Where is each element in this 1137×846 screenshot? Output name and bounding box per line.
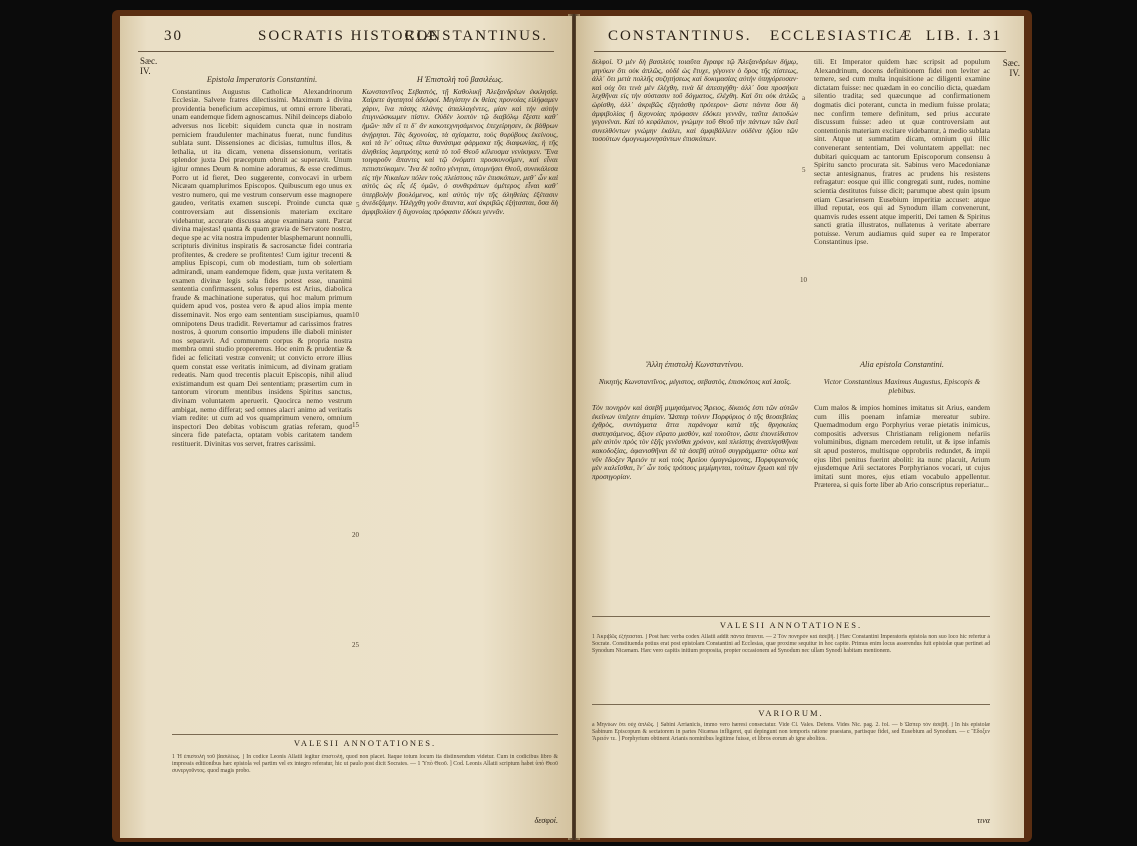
- left-running-author: CONSTANTINUS.: [404, 28, 548, 44]
- right-greek-column-top: [592, 58, 798, 358]
- left-notes-rule: [172, 734, 558, 735]
- right-letter-title-latin-wrap: [814, 361, 990, 373]
- left-catchword: δεσφοί.: [534, 816, 558, 825]
- right-margin-saec: [1003, 58, 1020, 78]
- left-notes-text: 1 Ἡ ἐπιστολὴ τοῦ βασιλέως. ] In codice Leonis Allatii legitur ἐπιστολὴ, quod non placet. Itaque totum locum ita distinxendum videtur. Cum in codicibus libro & impressis editionibus hæc epistola vel partim vel ex integro referatur, hic ut paulo post dicit Socrates. — 1 Ὑπὸ Θεοῦ. ] Cod. Leonis Allatii scriptum habet ὑπὸ Θεοῦ συνεργοῦντος. quod magis probo.: [172, 754, 558, 774]
- left-running-title: SOCRATIS HISTORIÆ: [258, 28, 439, 44]
- right-saec-number: IV.: [1009, 68, 1020, 78]
- right-catchword: τινα: [977, 816, 990, 825]
- right-latin-salutation: Victor Constantinus Maximus Augustus, Episcopis & plebibus.: [823, 377, 981, 395]
- right-latin-text-top: tili. Et Imperator quidem hæc scripsit ad populum Alexandrinum, docens definitionem fidei non leviter ac temere, sed cum multa inquisitione ac diligenti examine dictatam fuisse: nec quædam in eo concilio dicta, quædam silentio tradita; sed quæcunque ad confirmationem dogmatis dici poterant, cuncta in medium fuisse prolata; nec confirm temere definitum, sed prius accurate discussum fuisse: adeo ut quæ controversiam aut contentionis materiam excitare videbantur, à medio sublata sint. Atque ut summatim dicam, omnium qui illic convenerant sententiam, Dei voluntatem appellat: nec dubitari quicquam ac tantorum Episcoporum consensu à Spiritu sancto procurata sit. Sabinus vero Macedonianæ sectæ antesignanus, fratres ac prudens his resistens refragatur: eosque qui illic congregati sunt, rudes, nomine scientia destitutos fuisse dicit; parumque abest quin ipsum etiam Cæsariensem Eusebium imperitiæ accuset: atque illud reputat, eos qui ad Synodum illam convenerunt, quamvis rudes essent atque imperiti, Dei tamen & Spiritus sancti gratia illustratos, nullatenus à veritate aberrare potuisse. Verum audiamus quid super ea re Imperator Constantinus ipse.: [814, 58, 990, 247]
- left-page-number: 30: [164, 28, 183, 44]
- right-running-title: ECCLESIASTICÆ: [770, 28, 914, 44]
- left-line-number-15: 15: [352, 421, 359, 429]
- right-letter-title-greek: Ἄλλη ἐπιστολὴ Κωνσταντίνου.: [646, 360, 744, 369]
- left-latin-title: Epistola Imperatoris Constantini.: [206, 75, 318, 84]
- right-notes-text-1: 1 Ἀκριβῶς ἐξήτασται. ] Post hæc verba codex Allatii addit πάντα ἅπαντα. — 2 Τὸν πονηρὸν καὶ ἀσεβῆ. ] Hæc Constantini Imperatoris epistola non suo loco hic refertur à Socrate. Constituenda potius erat post epistolam Constantini ad Ecclesias, quæ proxime sequitur in hoc capite. Primus enim locus asserendus fuit epistolæ quæ pertinet ad Synodum Nicænam. Hæc vero capitis initium proposita, propter occasionem ad Synodum nec ullam Synodi habitam mentionem.: [592, 634, 990, 654]
- open-book: [112, 10, 1032, 842]
- right-running-book: LIB. I.: [926, 28, 981, 44]
- left-greek-text: Κωνσταντῖνος Σεβαστὸς, τῇ Καθολικῇ Ἀλεξανδρέων ἐκκλησίᾳ. Χαίρετε ἀγαπητοὶ ἀδελφοί. Μεγίστην ἐκ θείας προνοίας εἰλήφαμεν χάριν, ἵνα πάσης πλάνης ἀπαλλαγέντες, μίαν καὶ τὴν αὐτὴν ἐπιγινώσκωμεν πίστιν. Οὐδὲν λοιπὸν τῷ διαβόλῳ ἔξεστι καθ᾿ ἡμῶν· πᾶν εἴ τι δ᾿ ἂν κακοτεχνησάμενος ἐπεχείρησεν, ἐκ βάθρων ἀνῄρηται. Τὰς διχονοίας, τὰ σχίσματα, τοὺς θορύβους ἐκείνους, καὶ τὰ ἵν᾿ οὕτως εἴπω θανάσιμα φάρμακα τῆς διαφωνίας, ἡ τῆς ἀληθείας λαμπρότης κατὰ τὸ τοῦ Θεοῦ κέλευσμα νενίκηκεν. Ἕνα τοιγαροῦν ἅπαντες καὶ τῷ ὀνόματι προσκυνοῦμεν, καὶ εἶναι πεπιστεύκαμεν. Ἵνα δὲ τοῦτο γένηται, ὑπομνήσει Θεοῦ, συνεκάλεσα εἰς τὴν Νικαέων πόλιν τοὺς πλείστους τῶν ἐπισκόπων, μεθ᾿ ὧν καὶ αὐτὸς ὡς εἷς ἐξ ὑμῶν, ὁ συνθεράπων ὑμέτερος εἶναι καθ᾿ ὑπερβολὴν βουλόμενος, καὶ αὐτὸς τὴν τῆς ἀληθείας ἐξέτασιν ἀνεδεξάμην. Ἠλέγχθη γοῦν ἅπαντα, καὶ ἀκριβῶς ἐξήτασται, ὅσα δὴ ἀμφιβολίαν ἢ διχονοίας πρόφασιν ἐδόκει γεννᾶν.: [362, 87, 558, 216]
- right-notes-heading-1: VALESII ANNOTATIONES.: [719, 620, 863, 630]
- left-line-number-25: 25: [352, 641, 359, 649]
- left-saec-label: Sæc.: [140, 56, 158, 66]
- left-notes-heading: VALESII ANNOTATIONES.: [293, 738, 437, 748]
- right-notes-rule-1: [592, 616, 990, 617]
- left-greek-column: [362, 76, 558, 726]
- right-line-number-10: 10: [800, 276, 807, 284]
- left-latin-column: [172, 76, 352, 726]
- right-notes-rule-2: [592, 704, 990, 705]
- right-letter-title-latin: Alia epistola Constantini.: [860, 360, 944, 369]
- left-head-rule: [138, 51, 554, 52]
- left-margin-saec: [140, 56, 157, 76]
- left-line-number-20: 20: [352, 531, 359, 539]
- right-line-number-a: a: [802, 94, 806, 102]
- right-running-head: [594, 28, 1006, 52]
- left-running-head: [138, 28, 554, 52]
- right-greek-text-bottom: Τὸν πονηρὸν καὶ ἀσεβῆ μιμησάμενος Ἄρειος, δίκαιός ἐστι τῶν αὐτῶν ἐκείνων ὑπέχειν ἀτιμίαν. Ὥσπερ τοίνυν Πορφύριος ὁ τῆς θεοσεβείας ἐχθρὸς, συντάγματα ἄττα παράνομα κατὰ τῆς θρησκείας συστησάμενος, ἄξιον εὕρατο μισθὸν, καὶ τοιοῦτον, ὥστε ἐπονείδιστον μὲν αὐτὸν πρὸς τὸν ἑξῆς γενέσθαι χρόνον, καὶ πλείστης ἀναπλησθῆναι κακοδοξίας, ἀφανισθῆναι δὲ τὰ ἀσεβῆ αὐτοῦ συγγράμματα· οὕτω καὶ νῦν ἔδοξεν Ἄρειόν τε καὶ τοὺς Ἀρείου ὁμογνώμονας, Πορφυριανοὺς μὲν καλεῖσθαι, ἵν᾿ ὧν τοὺς τρόπους μεμίμηνται, τούτων ἔχωσι καὶ τὴν προσηγορίαν.: [592, 404, 798, 481]
- right-greek-salutation: Νικητὴς Κωνσταντῖνος, μέγιστος, σεβαστὸς, ἐπισκόποις καὶ λαοῖς.: [598, 377, 792, 386]
- right-latin-text-bottom: Cum malos & impios homines imitatus sit Arius, eandem cum illis poenam infamiæ mereatur subire. Quemadmodum ergo Porphyrius verae pietatis inimicus, compositis adversus Christianam religionem nefariis voluminibus, dignam mercedem retulit, ut & ipse infamis sit apud posteros, multisque opprobriis redundet, & impii ejus libri penitus fuerint aboliti: ita nunc placuit, Arium ejusdemque Arii sectatores Porphyrianos vocari, ut cujus imitati sunt mores, ejus etiam vocabulo appellentur. Præterea, si quis forte liber ab Ario conscriptus reperiatur...: [814, 404, 990, 490]
- left-greek-title: Η Ἐπιστολὴ τοῦ βασιλέως.: [416, 75, 504, 84]
- right-head-rule: [594, 51, 1006, 52]
- left-page: [120, 16, 572, 838]
- right-running-author: CONSTANTINUS.: [608, 28, 752, 44]
- right-saec-label: Sæc.: [1002, 58, 1020, 68]
- right-greek-column-bottom: [592, 404, 798, 606]
- right-line-number-5: 5: [802, 166, 806, 174]
- right-letter-title-greek-wrap: [592, 361, 798, 373]
- right-latin-column-top: [814, 58, 990, 358]
- right-latin-column-bottom: [814, 404, 990, 606]
- left-saec-number: IV.: [140, 66, 151, 76]
- right-page: [576, 16, 1024, 838]
- right-notes-heading-2: VARIORUM.: [758, 708, 824, 718]
- right-notes-text-2: a Μηνύων ὅτι οὐχ ἁπλῶς. ] Sabini Arrianicis, immo vero hæresi consectatur. Vide Cl. Vales. Defens. Vides Nic. pag. 2. fol. — b Ὡσπερ τὸν ἀσεβῆ. ] In his epistolæ Sabinum Episcopum & sectatorem in partes Nicænas infligeret, qui depingunt non temporis ratione praestans, partisque fidei, sed Eusebium ad Synodum. — c Ἔδοξεν Ἄρειόν τε. ] Porphyrium obtinent Arianis nominibus legitime fuisse, et libros eorum ab igne abolitos.: [592, 722, 990, 742]
- left-latin-text: Constantinus Augustus Catholicæ Alexandrinorum Ecclesiæ. Salvete fratres dilectissimi. Maximum à divina providentia beneficium accepimus, ut omni errore liberati, unam eandemque fidem agnoscamus. Nihil deinceps diabolo adversus nos licebit: siquidem cuncta quæ in nostram perniciem fraudulenter machinatus fuerat, nunc funditus sublata sunt. Dissensiones ac dicisias, tumultus illos, & lethalia, ut ita dicam, venena dissensionum, veritatis splendor juxta Dei præceptum obruit ac superavit. Unum igitur omnes Deum & nomine adoramus, & esse credimus. Porro ut id fieret, Deo suggerente, convocavi in urbem Nicæam quamplurimos Episcopos. Quibuscum ego unus ex vestro numero, qui me vestrum conservum esse magnopere gaudeo, veritatis examen suscepi. Proinde cuncta quæ controversiam aut dissensionis materiam excitare videbantur, accurate discussa atque examinata sunt. Parcat divina majestas! quanta & quam gravia de Servatore nostro, deque spe ac vita nostra impudenter blasphemarunt nonnulli, scripturis divinitus inspiratis & sacrosanctæ fidei contraria profitentes, & credere se profitentes! Cum igitur trecenti & amplius Episcopi, cum ob modestiam, tum ob solertiam admirandi, unam eandemque fidem, quæ juxta veritatem & examen divinæ legis sola fides potest esse, unanimi sententia confirmassent, solus repertus est Arius, diabolica fraude & machinatione superatus, qui hoc malum primum quidem apud vos, postea vero & apud alios impia mente disseminavit. Nos ergo eam sententiam suscipiamus, quam omnipotens Deus tradidit. Revertamur ad carissimos fratres nostros, à quorum consortio impudens ille diaboli minister nos separavit. Ad communem corpus & propria nostra membra omni studio properemus. Hoc enim & prudentiæ & fidei ac felicitati vestræ convenit; ut convicto errore illius quem constat esse veritatis inimicum, ad divinam gratiam redeatis. Nam quod trecentis placuit Episcopis, nihil aliud existimandum est quam Dei sententiam; præsertim cum in tantorum virorum mentibus insidens Spiritus sanctus, divinam voluntatem aperuerit. Quocirca nemo vestrum ambigat, nemo differat; sed omnes alacri animo ad veritatis viam redite: ut cum ad vos quamprimum venero, omnium inspectori Deo debitas vobiscum gratias referam, quod sincera fide patefacta, optatam vobis caritatem tandem restituerit. Divinitas vos servet, fratres carissimi.: [172, 87, 352, 448]
- left-line-number-10: 10: [352, 311, 359, 319]
- left-line-number-5: 5: [356, 201, 360, 209]
- right-greek-text-top: δελφοί. Ὁ μὲν δὴ βασιλεὺς τοιαῦτα ἔγραφε τῷ Ἀλεξανδρέων δήμῳ, μηνύων ὅτι οὐκ ἁπλῶς, οὐδὲ ὡς ἔτυχε, γέγονεν ὁ ὅρος τῆς πίστεως, ἀλλ᾿ ὅτι μετὰ πολλῆς συζητήσεως καὶ δοκιμασίας αὐτὴν ὑπηγόρευσαν· καὶ οὐχ ὅτι τινὰ μὲν ἐλέχθη, τινὰ δὲ ἀπεσιγήθη· ἀλλ᾿ ὅσα προσήκει λεχθῆναι εἰς τὴν σύστασιν τοῦ δόγματος, ἐλέχθη. Καὶ ὅτι οὐκ ἁπλῶς ὡρίσθη, ἀλλ᾿ ἀκριβῶς ἐξητάσθη πρότερον· ὥστε πάντα ὅσα δὴ ἀμφιβολίας ἢ διχονοίας πρόφασιν ἐδόκει γεννᾶν, ταῦτα ἐκποδὼν γεγονέναι. Καὶ τὸ κεφάλαιον, γνώμην τοῦ Θεοῦ τὴν πάντων τῶν ἐκεῖ συνελθόντων γνώμην ἐκάλει, καὶ ἀμφιβάλλειν οὐδένα ἠξίου τῶν τοσούτων ὁμογνωμονησάντων ἐπισκόπων.: [592, 58, 798, 144]
- right-page-number: 31: [983, 28, 1002, 44]
